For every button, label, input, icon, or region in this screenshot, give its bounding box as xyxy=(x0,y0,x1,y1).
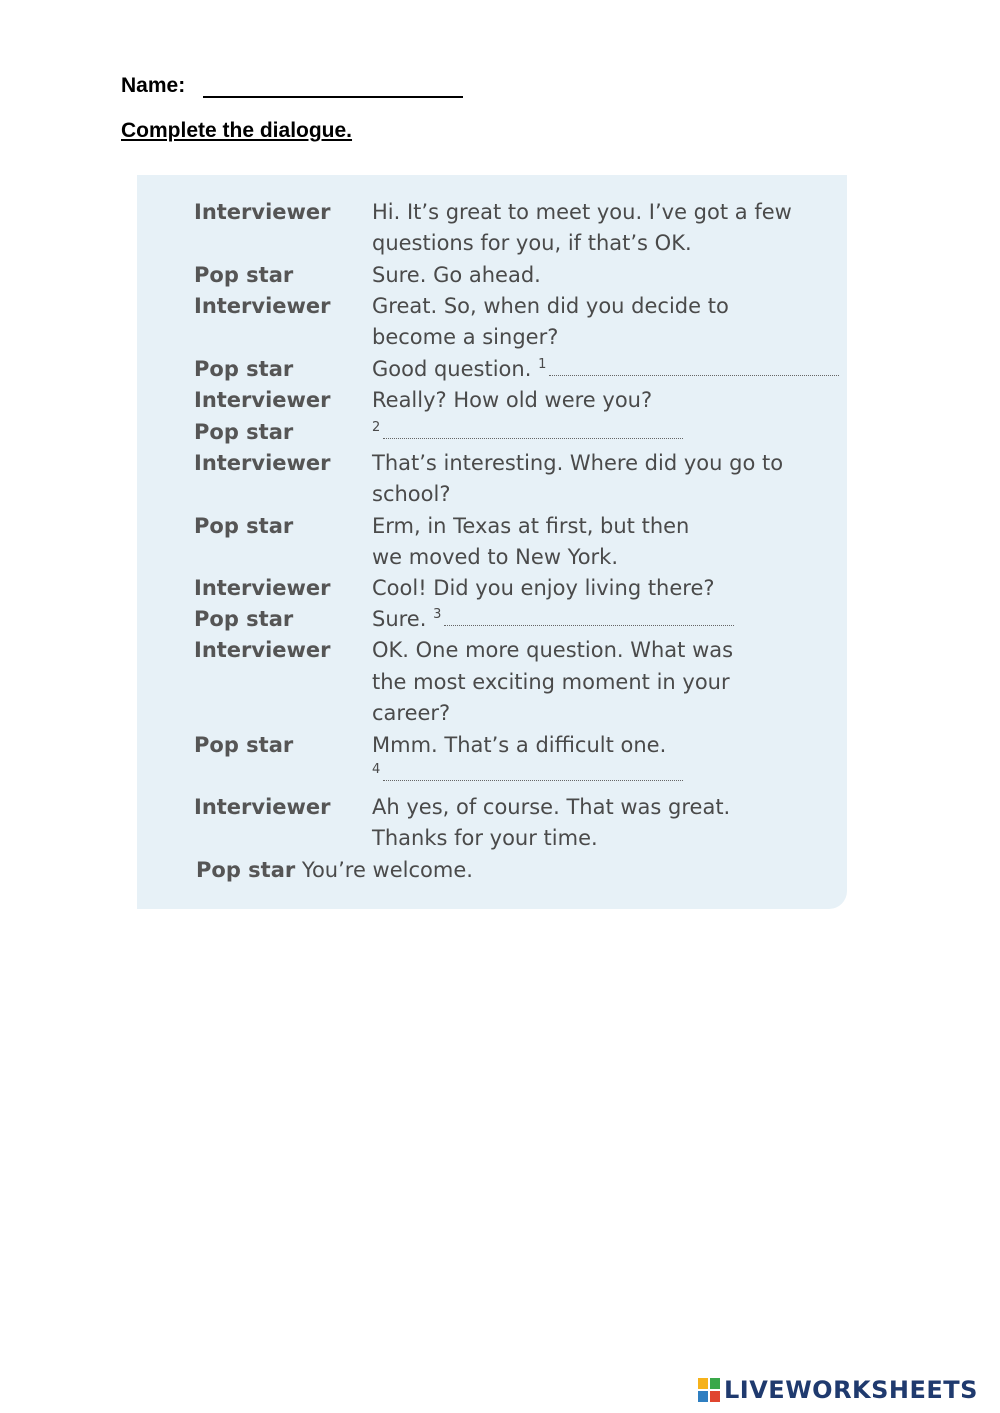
dialogue-text: That’s interesting. Where did you go to xyxy=(372,451,784,475)
speaker-pop-star: Pop star xyxy=(194,357,294,381)
speaker-pop-star: Pop star xyxy=(194,607,294,631)
liveworksheets-logo xyxy=(698,1376,978,1404)
dialogue-text: Great. So, when did you decide to xyxy=(372,294,729,318)
gap-1-answer[interactable] xyxy=(549,361,839,376)
gap-2-answer[interactable] xyxy=(383,424,683,439)
dialogue-line-with-gap xyxy=(372,420,683,444)
speaker-pop-star: Pop star xyxy=(194,733,294,757)
dialogue-text: questions for you, if that’s OK. xyxy=(372,231,692,255)
speaker-interviewer: Interviewer xyxy=(194,294,331,318)
dialogue-text: Good question. xyxy=(372,357,532,381)
dialogue-text: You’re welcome. xyxy=(301,858,473,882)
speaker-pop-star: Pop star xyxy=(194,263,294,287)
dialogue-line-with-gap xyxy=(372,357,839,381)
dialogue-text: career? xyxy=(372,701,451,725)
gap-number: 1 xyxy=(538,357,547,372)
speaker-interviewer: Interviewer xyxy=(194,451,331,475)
instruction-heading: Complete the dialogue. xyxy=(121,119,353,142)
dialogue-text: become a singer? xyxy=(372,325,559,349)
dialogue-text: Thanks for your time. xyxy=(372,826,598,850)
speaker-pop-star: Pop star xyxy=(196,858,296,882)
speaker-pop-star: Pop star xyxy=(194,420,294,444)
speaker-interviewer: Interviewer xyxy=(194,638,331,662)
dialogue-text: Cool! Did you enjoy living there? xyxy=(372,576,715,600)
name-label: Name: xyxy=(121,74,186,97)
dialogue-text: Mmm. That’s a difficult one. xyxy=(372,733,667,757)
logo-icon xyxy=(698,1378,720,1402)
speaker-pop-star: Pop star xyxy=(194,514,294,538)
dialogue-line-with-gap xyxy=(372,762,683,786)
dialogue-text: Ah yes, of course. That was great. xyxy=(372,795,731,819)
logo-text: LIVEWORKSHEETS xyxy=(724,1376,978,1404)
dialogue-text: OK. One more question. What was xyxy=(372,638,734,662)
gap-number: 4 xyxy=(372,762,381,777)
dialogue-text: Hi. It’s great to meet you. I’ve got a few xyxy=(372,200,792,224)
dialogue-line-inline xyxy=(196,858,473,882)
speaker-interviewer: Interviewer xyxy=(194,388,331,412)
speaker-interviewer: Interviewer xyxy=(194,795,331,819)
dialogue-text: school? xyxy=(372,482,451,506)
gap-3-answer[interactable] xyxy=(444,611,734,626)
name-answer-line[interactable] xyxy=(203,96,463,98)
gap-number: 2 xyxy=(372,420,381,435)
speaker-interviewer: Interviewer xyxy=(194,576,331,600)
dialogue-line-with-gap xyxy=(372,607,734,631)
dialogue-text: Erm, in Texas at first, but then xyxy=(372,514,690,538)
dialogue-text: Really? How old were you? xyxy=(372,388,653,412)
gap-number: 3 xyxy=(433,607,442,622)
gap-4-answer[interactable] xyxy=(383,766,683,781)
dialogue-text: Sure. xyxy=(372,607,427,631)
dialogue-text: Sure. Go ahead. xyxy=(372,263,541,287)
dialogue-text: the most exciting moment in your xyxy=(372,670,730,694)
speaker-interviewer: Interviewer xyxy=(194,200,331,224)
dialogue-text: we moved to New York. xyxy=(372,545,619,569)
